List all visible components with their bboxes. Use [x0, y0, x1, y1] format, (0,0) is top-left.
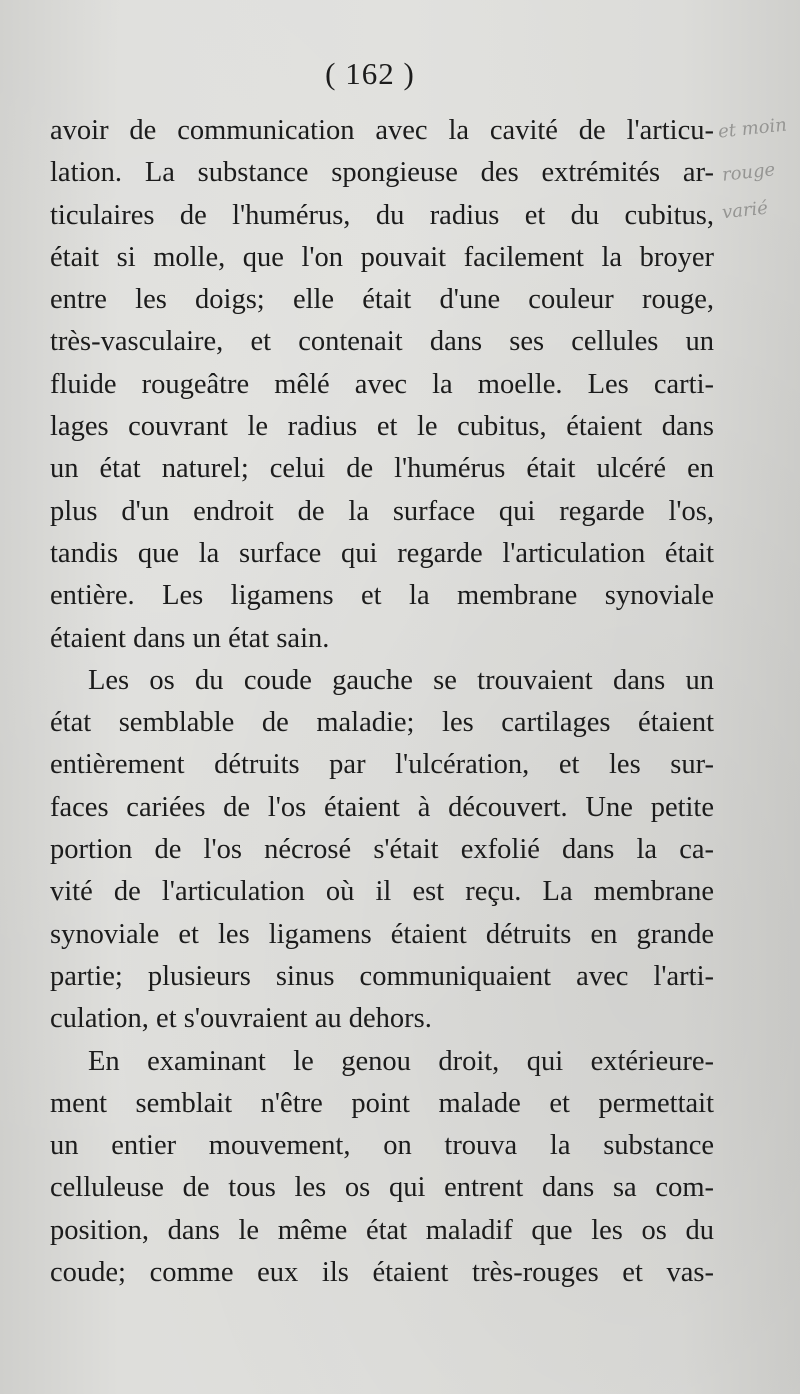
- text-line: ment semblait n'être point malade et permettait: [50, 1087, 714, 1119]
- text-line: un entier mouvement, on trouva la substance: [50, 1130, 714, 1162]
- margin-annotation: varié: [721, 197, 769, 224]
- text-line: état semblable de maladie; les cartilages étaient: [50, 707, 714, 739]
- text-line: plus d'un endroit de la surface qui regarde l'os,: [50, 495, 714, 527]
- text-line: celluleuse de tous les os qui entrent dans sa com-: [50, 1172, 714, 1204]
- body-text: [50, 110, 714, 1294]
- text-line: En examinant le genou droit, qui extérieure-: [88, 1045, 714, 1077]
- text-line: lation. La substance spongieuse des extrémités ar-: [50, 157, 714, 189]
- text-line: coude; comme eux ils étaient très-rouges et vas-: [50, 1257, 714, 1289]
- text-line: synoviale et les ligamens étaient détruits en grande: [50, 918, 714, 950]
- text-line: entière. Les ligamens et la membrane synoviale: [50, 580, 714, 612]
- text-line: culation, et s'ouvraient au dehors.: [50, 1003, 432, 1035]
- text-line: partie; plusieurs sinus communiquaient avec l'arti-: [50, 960, 714, 992]
- text-line: ticulaires de l'humérus, du radius et du cubitus,: [50, 199, 714, 231]
- margin-annotation: et moin: [717, 114, 788, 143]
- text-line: lages couvrant le radius et le cubitus, étaient dans: [50, 411, 714, 443]
- text-line: tandis que la surface qui regarde l'articulation était: [50, 537, 714, 569]
- text-line: vité de l'articulation où il est reçu. La membrane: [50, 876, 714, 908]
- text-line: portion de l'os nécrosé s'était exfolié dans la ca-: [50, 834, 714, 866]
- text-line: avoir de communication avec la cavité de l'articu-: [50, 115, 714, 146]
- text-line: Les os du coude gauche se trouvaient dans un: [88, 664, 714, 696]
- margin-annotation: rouge: [721, 159, 777, 186]
- text-line: étaient dans un état sain.: [50, 622, 330, 654]
- text-line: très-vasculaire, et contenait dans ses cellules un: [50, 326, 714, 358]
- text-line: entre les doigs; elle était d'une couleur rouge,: [50, 284, 714, 316]
- text-line: fluide rougeâtre mêlé avec la moelle. Les carti-: [50, 368, 714, 400]
- text-line: était si molle, que l'on pouvait facilement la broyer: [50, 241, 714, 273]
- text-line: un état naturel; celui de l'humérus était ulcéré en: [50, 453, 714, 485]
- text-line: entièrement détruits par l'ulcération, et les sur-: [50, 749, 714, 781]
- text-line: faces cariées de l'os étaient à découvert. Une petite: [50, 791, 714, 823]
- page-number: ( 162 ): [325, 56, 415, 91]
- text-line: position, dans le même état maladif que les os du: [50, 1214, 714, 1246]
